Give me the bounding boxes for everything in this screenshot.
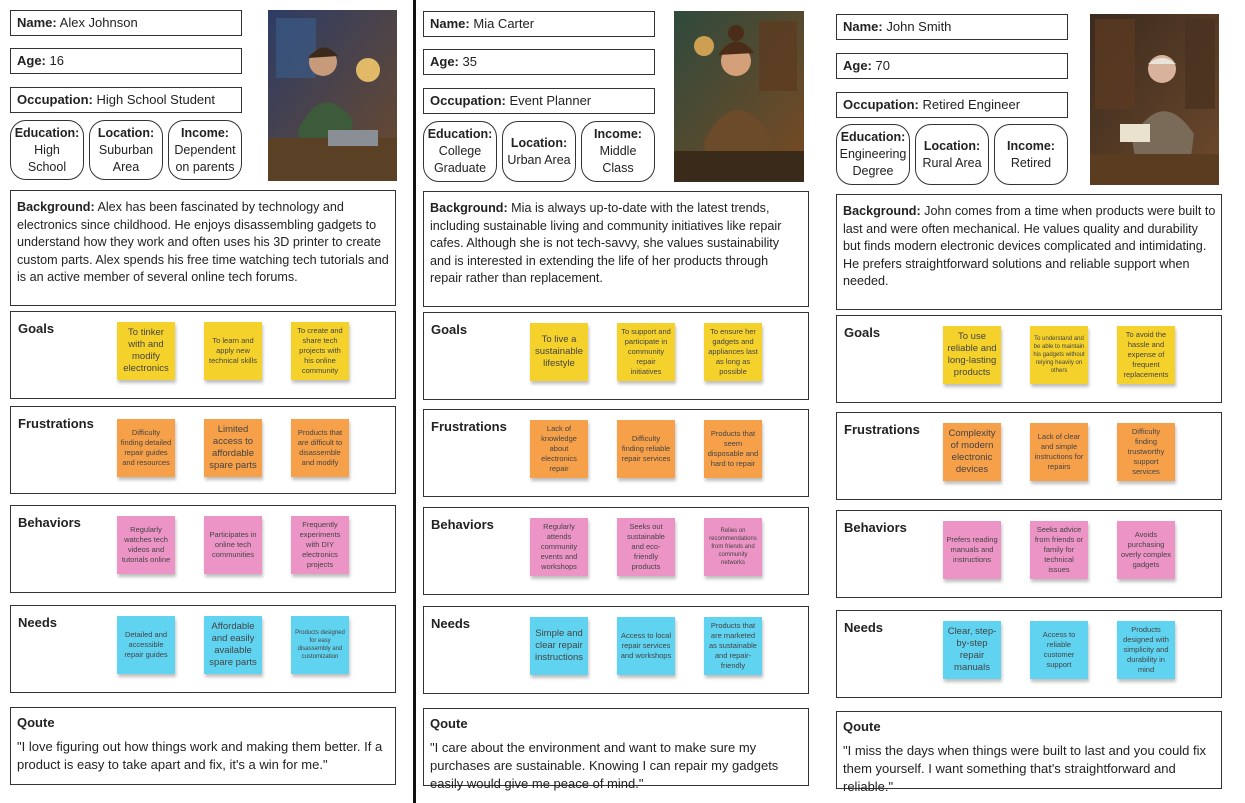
sticky-note: To avoid the hassle and expense of frequent replacements [1117, 326, 1175, 384]
education-value: High School [27, 142, 67, 174]
sticky-note: To tinker with and modify electronics [117, 322, 175, 380]
persona-portrait-image [268, 10, 397, 181]
behaviors-section [836, 510, 1222, 598]
name-value: Alex Johnson [59, 15, 138, 30]
name-field: Name: Mia Carter [423, 11, 655, 37]
sticky-note: To create and share tech projects with his online community [291, 322, 349, 380]
occupation-value: High School Student [96, 92, 215, 107]
education-pill: Education: College Graduate [423, 121, 497, 182]
income-pill: Income: Dependent on parents [168, 120, 242, 180]
quote-section [836, 711, 1222, 794]
age-value: 35 [462, 54, 477, 69]
age-field: Age: 16 [10, 48, 242, 74]
persona-card-alex [0, 0, 413, 803]
income-pill: Income: Retired [994, 124, 1068, 185]
location-value: Urban Area [507, 152, 571, 167]
location-pill: Location: Rural Area [915, 124, 989, 185]
goals-section [836, 315, 1222, 403]
location-value: Rural Area [922, 155, 982, 170]
location-pill: Location: Urban Area [502, 121, 576, 182]
frustrations-title: Frustrations [431, 419, 507, 434]
quote-section [423, 708, 809, 791]
frustrations-section [836, 412, 1222, 500]
name-field: Name: John Smith [836, 14, 1068, 40]
needs-section [836, 610, 1222, 698]
behaviors-section [423, 507, 809, 595]
frustrations-title: Frustrations [844, 422, 920, 437]
sticky-note: To live a sustainable lifestyle [530, 323, 588, 381]
sticky-note: Regularly attends community events and workshops [530, 518, 588, 576]
needs-section [10, 605, 396, 693]
name-value: Mia Carter [473, 16, 535, 31]
goals-section [10, 311, 396, 399]
sticky-note: To understand and be able to maintain his gadgets without relying heavily on others [1030, 326, 1088, 384]
behaviors-section [10, 505, 396, 593]
sticky-note: Avoids purchasing overly complex gadgets [1117, 521, 1175, 579]
needs-title: Needs [18, 615, 58, 630]
sticky-note: Access to local repair services and workshops [617, 617, 675, 675]
behaviors-title: Behaviors [18, 515, 81, 530]
sticky-note: Products that seem disposable and hard to repair [704, 420, 762, 478]
quote-title: Qoute [17, 715, 55, 730]
location-pill: Location: Suburban Area [89, 120, 163, 180]
age-value: 16 [49, 53, 64, 68]
background-section: Background: Mia is always up-to-date with the latest trends, including sustainable living and community initiatives like repair cafes. Although she is not tech-savvy, she values sustainability and is interested in extending the life of her products through repair rather than replacement. [423, 191, 809, 307]
sticky-note: Lack of knowledge about electronics repair [530, 420, 588, 478]
background-text: Mia is always up-to-date with the latest trends, including sustainable living and community initiatives like repair cafes. Although she is not tech-savvy, she values sustainability and is interested in extending the life of her products through repair rather than replacement. [430, 201, 782, 285]
background-text: John comes from a time when products were built to last and were often mechanical. He values quality and durability but finds modern electronic devices complicated and intimidating. He prefers straightforward solutions and reliable support when needed. [843, 204, 1216, 288]
sticky-note: Products that are difficult to disassemble and modify [291, 419, 349, 477]
needs-title: Needs [431, 616, 471, 631]
sticky-note: Products designed for easy disassembly and customization [291, 616, 349, 674]
sticky-note: To learn and apply new technical skills [204, 322, 262, 380]
education-pill: Education: High School [10, 120, 84, 180]
quote-text: "I love figuring out how things work and making them better. If a product is easy to take apart and fix, it's a win for me." [17, 739, 383, 772]
frustrations-title: Frustrations [18, 416, 94, 431]
background-section: Background: Alex has been fascinated by technology and electronics since childhood. He enjoys disassembling gadgets to understand how they work and often uses his 3D printer to create custom parts. Alex spends his free time watching tech tutorials and is an active member of several online tech forums. [10, 190, 396, 306]
name-value: John Smith [886, 19, 952, 34]
quote-title: Qoute [430, 716, 468, 731]
sticky-note: Participates in online tech communities [204, 516, 262, 574]
sticky-note: Relies on recommendations from friends and community networks [704, 518, 762, 576]
goals-title: Goals [431, 322, 468, 337]
occupation-value: Retired Engineer [922, 97, 1021, 112]
sticky-note: Limited access to affordable spare parts [204, 419, 262, 477]
education-value: Engineering Degree [839, 147, 907, 178]
sticky-note: Seeks advice from friends or family for technical issues [1030, 521, 1088, 579]
sticky-note: Lack of clear and simple instructions for repairs [1030, 423, 1088, 481]
age-value: 70 [875, 58, 890, 73]
location-value: Suburban Area [98, 142, 154, 174]
age-field: Age: 35 [423, 49, 655, 75]
occupation-field: Occupation: High School Student [10, 87, 242, 113]
sticky-note: Access to reliable customer support [1030, 621, 1088, 679]
sticky-note: To use reliable and long-lasting products [943, 326, 1001, 384]
persona-portrait-image [674, 11, 804, 182]
sticky-note: To support and participate in community repair initiatives [617, 323, 675, 381]
quote-section [10, 707, 396, 785]
income-value: Retired [1010, 155, 1052, 170]
sticky-note: Products designed with simplicity and durability in mind [1117, 621, 1175, 679]
sticky-note: Prefers reading manuals and instructions [943, 521, 1001, 579]
sticky-note: Affordable and easily available spare parts [204, 616, 262, 674]
behaviors-title: Behaviors [431, 517, 494, 532]
sticky-note: Complexity of modern electronic devices [943, 423, 1001, 481]
age-field: Age: 70 [836, 53, 1068, 79]
needs-section [423, 606, 809, 694]
needs-title: Needs [844, 620, 884, 635]
persona-card-mia [416, 0, 826, 803]
persona-card-john [826, 0, 1245, 803]
quote-text: "I care about the environment and want to make sure my purchases are sustainable. Knowing I can repair my gadgets easily would give me peace of mind." [430, 740, 779, 791]
sticky-note: Clear, step-by-step repair manuals [943, 621, 1001, 679]
sticky-note: To ensure her gadgets and appliances last as long as possible [704, 323, 762, 381]
income-value: Middle Class [599, 144, 637, 175]
occupation-value: Event Planner [509, 93, 592, 108]
occupation-field: Occupation: Event Planner [423, 88, 655, 114]
goals-section [423, 312, 809, 400]
sticky-note: Difficulty finding reliable repair services [617, 420, 675, 478]
frustrations-section [10, 406, 396, 494]
income-value: Dependent on parents [174, 142, 236, 174]
goals-title: Goals [18, 321, 55, 336]
sticky-note: Frequently experiments with DIY electronics projects [291, 516, 349, 574]
background-text: Alex has been fascinated by technology and electronics since childhood. He enjoys disassembling gadgets to understand how they work and often uses his 3D printer to create custom parts. Alex spends his free time watching tech tutorials and is an active member of several online tech forums. [17, 200, 389, 284]
frustrations-section [423, 409, 809, 497]
goals-title: Goals [844, 325, 881, 340]
behaviors-title: Behaviors [844, 520, 907, 535]
sticky-note: Detailed and accessible repair guides [117, 616, 175, 674]
education-pill: Education: Engineering Degree [836, 124, 910, 185]
sticky-note: Products that are marketed as sustainable and repair-friendly [704, 617, 762, 675]
sticky-note: Difficulty finding trustworthy support services [1117, 423, 1175, 481]
name-field: Name: Alex Johnson [10, 10, 242, 36]
persona-portrait-image [1090, 14, 1219, 185]
sticky-note: Difficulty finding detailed repair guides and resources [117, 419, 175, 477]
quote-title: Qoute [843, 719, 881, 734]
income-pill: Income: Middle Class [581, 121, 655, 182]
sticky-note: Simple and clear repair instructions [530, 617, 588, 675]
quote-text: "I miss the days when things were built to last and you could fix them yourself. I want something that's straightforward and reliable." [843, 743, 1207, 794]
sticky-note: Seeks out sustainable and eco-friendly products [617, 518, 675, 576]
background-section: Background: John comes from a time when products were built to last and were often mechanical. He values quality and durability but finds modern electronic devices complicated and intimidating. He prefers straightforward solutions and reliable support when needed. [836, 194, 1222, 310]
education-value: College Graduate [433, 144, 487, 175]
occupation-field: Occupation: Retired Engineer [836, 92, 1068, 118]
sticky-note: Regularly watches tech videos and tutorials online [117, 516, 175, 574]
